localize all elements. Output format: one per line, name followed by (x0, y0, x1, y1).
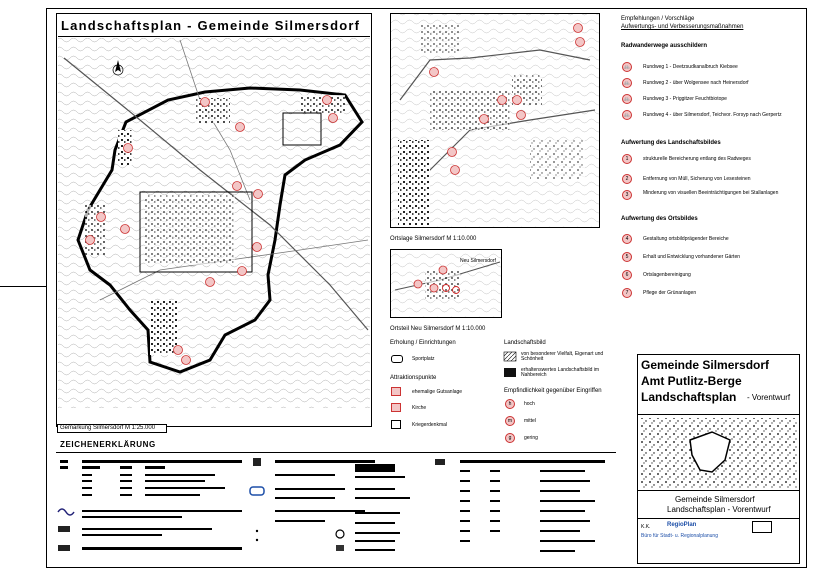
marker-badge: 5 (622, 252, 632, 262)
footer-line-1: Gemeinde Silmersdorf (675, 495, 755, 504)
bike-routes-heading: Radwanderwege ausschildern (621, 43, 708, 49)
rec-heading-2: Aufwertungs- und Verbesserungsmaßnahmen (621, 24, 744, 30)
sensitivity-heading: Empfindlichkeit gegenüber Eingriffen (504, 388, 602, 394)
sensitivity-label-m: mittel (524, 418, 536, 424)
bicycle-icon: 🚲 (623, 64, 631, 70)
village-item-4-label: Gestaltung ortsbildprägender Bereiche (643, 236, 729, 242)
marker-badge: 3 (622, 190, 632, 200)
marker-badge: 4 (622, 234, 632, 244)
recreation-heading: Erholung / Einrichtungen (390, 340, 456, 346)
main-map-caption: Gemarkung Silmersdorf M 1:25.000 (60, 425, 156, 431)
village-heading: Aufwertung des Ortsbildes (621, 216, 698, 222)
inset2-caption: Ortsteil Neu Silmersdorf M 1:10.000 (390, 326, 486, 332)
sensitivity-label-g: gering (524, 435, 538, 441)
landscape-legend-item-2: erhaltenswertes Landschaftsbild im Nahbereich (521, 367, 600, 378)
bike-route-2-label: Rundweg 2 - über Wolgensee nach Heinersdorf (643, 80, 749, 86)
village-item-6-label: Ortslagenbereinigung (643, 272, 691, 278)
title-status: - Vorentwurf (747, 393, 791, 402)
title-line-1: Gemeinde Silmersdorf (641, 358, 770, 372)
footer-line-2: Landschaftsplan - Vorentwurf (667, 505, 771, 514)
village-item-5-label: Erhalt und Entwicklung vorhandener Gärten (643, 254, 741, 260)
bicycle-icon: 🚲 (623, 96, 631, 102)
office-logo-icon (752, 521, 772, 533)
sensitivity-badge-m: m (505, 416, 515, 426)
title-rule-2 (637, 490, 800, 491)
attraction-item-1: ehemalige Gutsanlage (412, 389, 463, 395)
rec-heading-1: Empfehlungen / Vorschläge (621, 16, 695, 22)
bicycle-icon: 🚲 (623, 112, 631, 118)
legend-heading: ZEICHENERKLÄRUNG (60, 440, 156, 449)
sports-label: Sportplatz (412, 356, 435, 362)
office-name: RegioPlan (667, 522, 697, 528)
bike-route-4-label: Rundweg 4 - über Silmersdorf, Teichvor. Forsyp nach Gerpertz (643, 112, 782, 118)
marker-badge: 7 (622, 288, 632, 298)
inset2-place-label: Neu Silmersdorf (460, 258, 496, 264)
attraction-item-2: Kirche (412, 405, 427, 411)
landscape-legend-item-1: von besonderer Vielfalt, Eigenart und Schönheit (521, 351, 604, 362)
marker-badge: 1 (622, 154, 632, 164)
bike-route-3-label: Rundweg 3 - Priggitzer Feuchtbiotope (643, 96, 727, 102)
landscape-item-1-label: strukturelle Bereicherung entlang des Radweges (643, 156, 751, 162)
bicycle-icon: 🚲 (623, 80, 631, 86)
title-line-2: Amt Putlitz-Berge (641, 374, 742, 388)
landscape-item-3-label: Minderung von visuellen Beeinträchtigungen bei Stallanlagen (643, 190, 779, 196)
map-title: Landschaftsplan - Gemeinde Silmersdorf (61, 18, 361, 33)
landscape-legend-heading: Landschaftsbild (504, 340, 546, 346)
sensitivity-badge-h: h (505, 399, 515, 409)
sensitivity-label-h: hoch (524, 401, 535, 407)
sensitivity-badge-g: g (505, 433, 515, 443)
landscape-heading: Aufwertung des Landschaftsbildes (621, 140, 721, 146)
landscape-item-2-label: Entfernung von Müll, Sicherung von Lesesteinen (643, 176, 751, 182)
marker-badge: 2 (622, 174, 632, 184)
office-short: K.K. (641, 524, 651, 530)
village-item-7-label: Pflege der Grünanlagen (643, 290, 697, 296)
title-line-3: Landschaftsplan (641, 390, 737, 404)
inset1-caption: Ortslage Silmersdorf M 1:10.000 (390, 236, 477, 242)
attraction-heading: Attraktionspunkte (390, 375, 437, 381)
office-sub: Büro für Stadt- u. Regionalplanung (641, 533, 718, 539)
title-rule-3 (637, 518, 800, 519)
marker-badge: 6 (622, 270, 632, 280)
bike-route-1-label: Rundweg 1 - Deetzsudkanalbruch Kiebsee (643, 64, 738, 70)
attraction-item-3: Kriegerdenkmal (412, 422, 448, 428)
